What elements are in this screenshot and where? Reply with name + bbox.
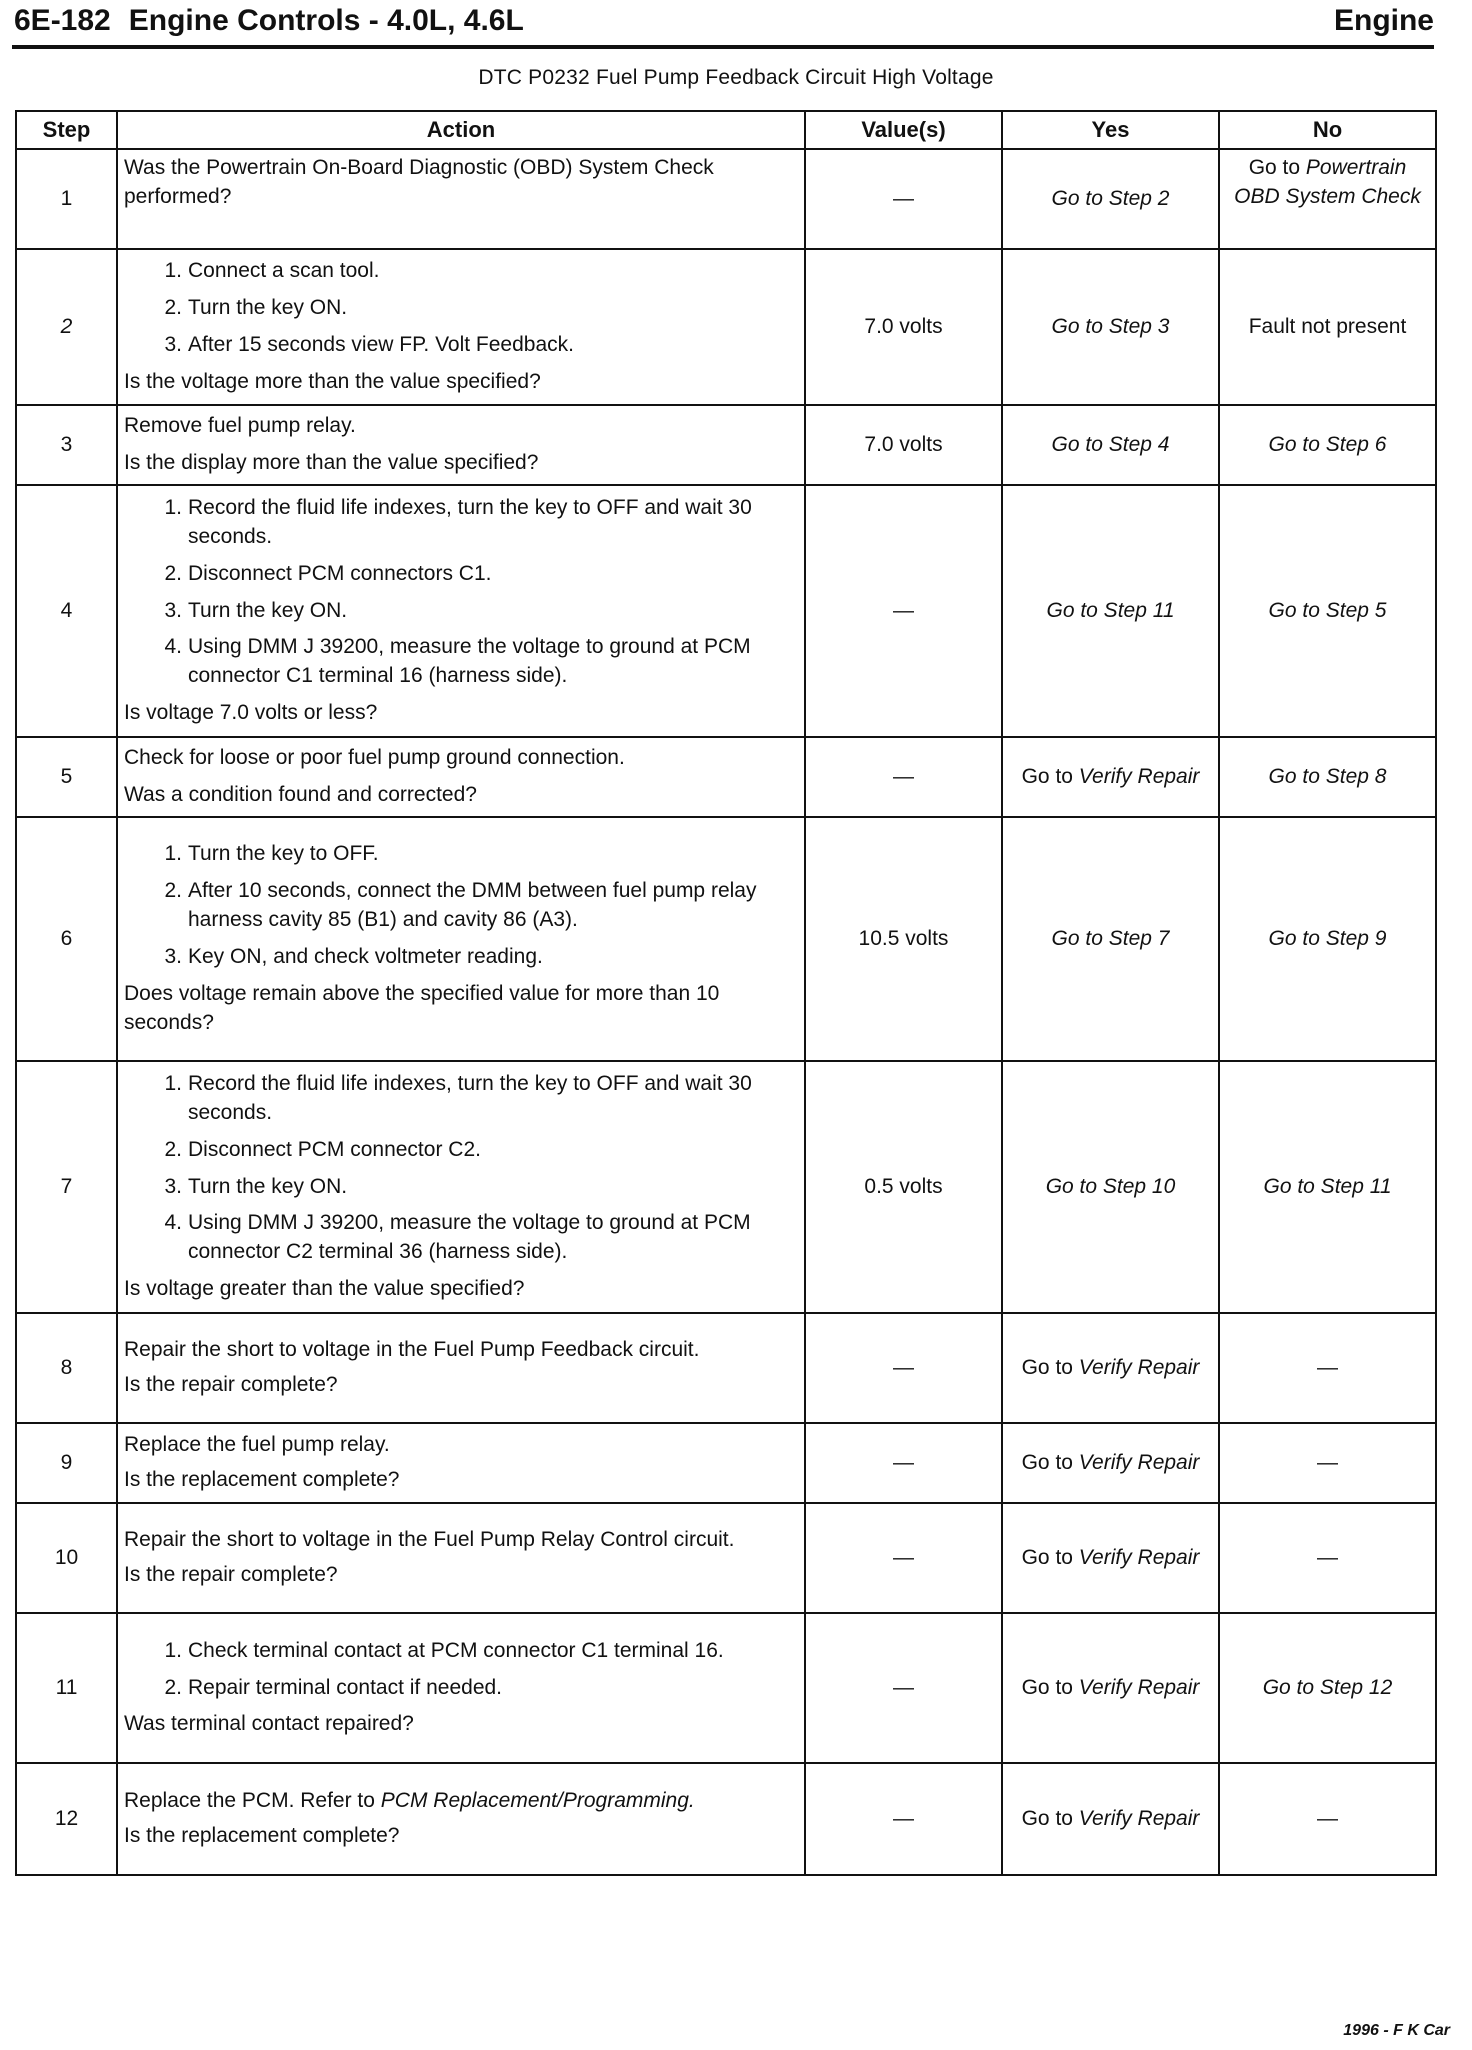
action-text-reference: PCM Replacement/Programming.	[380, 1789, 695, 1813]
action-question: Is the display more than the value specified?	[124, 451, 539, 474]
action-step: 2. After 10 seconds, connect the DMM between fuel pump relay harness cavity 85 (B1) and cavity 86 (A3).	[164, 879, 757, 932]
yes-prefix: Go to	[1021, 1355, 1079, 1379]
action-question: Is voltage 7.0 volts or less?	[124, 701, 378, 725]
value-cell: —	[805, 1503, 1002, 1613]
table-row	[16, 405, 1436, 485]
table-row	[16, 737, 1436, 817]
table-row	[16, 1061, 1436, 1313]
action-steps	[124, 494, 798, 692]
yes-prefix: Go to	[1021, 1675, 1079, 1699]
no-cell: —	[1219, 1503, 1436, 1613]
action-step: 2. Turn the key ON.	[164, 296, 348, 320]
step-number: 8	[16, 1313, 117, 1423]
step-number: 12	[16, 1763, 117, 1875]
action-question: Is the replacement complete?	[124, 1824, 400, 1847]
page-header	[14, 4, 1434, 44]
value-cell: —	[805, 1763, 1002, 1875]
action-step: 3. Turn the key ON.	[164, 1174, 348, 1198]
action-step: 2. Disconnect PCM connector C2.	[164, 1137, 481, 1161]
action-cell	[117, 1061, 805, 1313]
action-text: Remove fuel pump relay.	[124, 414, 356, 438]
no-cell: Go to Step 12	[1219, 1613, 1436, 1763]
step-number: 7	[16, 1061, 117, 1313]
action-step: 4. Using DMM J 39200, measure the voltage to ground at PCM connector C1 terminal 16 (harness side).	[164, 635, 751, 688]
yes-prefix: Go to	[1021, 764, 1079, 788]
action-steps	[124, 840, 798, 972]
action-cell	[117, 485, 805, 737]
action-cell	[117, 1613, 805, 1763]
section-label: Engine	[1333, 4, 1434, 37]
value-cell: 7.0 volts	[805, 405, 1002, 485]
value-cell: —	[805, 149, 1002, 249]
action-step: 4. Using DMM J 39200, measure the voltage to ground at PCM connector C2 terminal 36 (harness side).	[164, 1211, 751, 1264]
step-number: 10	[16, 1503, 117, 1613]
yes-reference: Verify Repair	[1078, 1806, 1200, 1830]
table-row	[16, 249, 1436, 405]
no-reference: Powertrain OBD System Check	[1234, 156, 1421, 208]
step-number: 1	[16, 149, 117, 249]
yes-reference: Verify Repair	[1078, 1450, 1200, 1474]
table-row	[16, 1613, 1436, 1763]
yes-prefix: Go to	[1021, 1450, 1079, 1474]
column-header-yes: Yes	[1002, 111, 1219, 149]
no-cell: —	[1219, 1313, 1436, 1423]
table-header-row	[16, 111, 1436, 149]
action-step: 3. Key ON, and check voltmeter reading.	[164, 945, 543, 968]
yes-cell	[1002, 1763, 1219, 1875]
column-header-no: No	[1219, 111, 1436, 149]
action-cell	[117, 737, 805, 817]
yes-prefix: Go to	[1021, 1545, 1079, 1569]
action-cell	[117, 1313, 805, 1423]
yes-cell: Go to Step 10	[1002, 1061, 1219, 1313]
action-cell	[117, 405, 805, 485]
header-rule	[12, 45, 1434, 49]
no-cell: Go to Step 5	[1219, 485, 1436, 737]
no-cell: Go to Step 9	[1219, 817, 1436, 1061]
value-cell: —	[805, 1423, 1002, 1503]
action-cell	[117, 1423, 805, 1503]
action-text	[124, 1787, 798, 1816]
no-cell	[1219, 149, 1436, 249]
yes-cell	[1002, 737, 1219, 817]
page-number: 6E-182	[14, 4, 111, 37]
table-row	[16, 817, 1436, 1061]
yes-reference: Verify Repair	[1078, 1545, 1200, 1569]
no-cell: —	[1219, 1423, 1436, 1503]
action-text: Repair the short to voltage in the Fuel Pump Feedback circuit.	[124, 1338, 700, 1362]
action-text: Check for loose or poor fuel pump ground connection.	[124, 746, 625, 770]
value-cell: 0.5 volts	[805, 1061, 1002, 1313]
yes-reference: Verify Repair	[1078, 1675, 1200, 1699]
action-step: 2. Disconnect PCM connectors C1.	[164, 561, 492, 585]
yes-cell	[1002, 1423, 1219, 1503]
value-cell: —	[805, 737, 1002, 817]
yes-cell: Go to Step 2	[1002, 149, 1219, 249]
step-number: 6	[16, 817, 117, 1061]
column-header-action: Action	[117, 111, 805, 149]
yes-reference: Verify Repair	[1078, 764, 1200, 788]
value-cell: —	[805, 1613, 1002, 1763]
action-cell	[117, 249, 805, 405]
action-steps	[124, 257, 798, 360]
action-steps	[124, 1637, 798, 1703]
action-step: 1. Turn the key to OFF.	[164, 842, 379, 866]
step-number: 9	[16, 1423, 117, 1503]
action-question: Was terminal contact repaired?	[124, 1712, 414, 1736]
header-title-group	[14, 4, 524, 38]
table-row	[16, 1423, 1436, 1503]
step-number: 2	[16, 249, 117, 405]
yes-cell: Go to Step 3	[1002, 249, 1219, 405]
step-number: 11	[16, 1613, 117, 1763]
action-question: Is voltage greater than the value specified?	[124, 1277, 525, 1301]
table-row	[16, 485, 1436, 737]
column-header-step: Step	[16, 111, 117, 149]
action-step: 1. Check terminal contact at PCM connector C1 terminal 16.	[164, 1638, 724, 1662]
no-cell: Fault not present	[1219, 249, 1436, 405]
value-cell: 7.0 volts	[805, 249, 1002, 405]
action-cell	[117, 1763, 805, 1875]
action-text: Repair the short to voltage in the Fuel Pump Relay Control circuit.	[124, 1528, 735, 1552]
yes-cell: Go to Step 7	[1002, 817, 1219, 1061]
action-cell	[117, 817, 805, 1061]
action-text: Was the Powertrain On-Board Diagnostic (OBD) System Check performed?	[124, 156, 714, 208]
no-cell: Go to Step 11	[1219, 1061, 1436, 1313]
action-text: Replace the fuel pump relay.	[124, 1433, 390, 1457]
table-row	[16, 1763, 1436, 1875]
step-number: 5	[16, 737, 117, 817]
yes-cell: Go to Step 11	[1002, 485, 1219, 737]
table-caption: DTC P0232 Fuel Pump Feedback Circuit High Voltage	[478, 66, 994, 89]
value-cell: —	[805, 485, 1002, 737]
page-footer: 1996 - F K Car	[1343, 2022, 1450, 2039]
action-question: Does voltage remain above the specified value for more than 10 seconds?	[124, 981, 720, 1034]
step-number: 3	[16, 405, 117, 485]
yes-cell	[1002, 1613, 1219, 1763]
yes-cell	[1002, 1313, 1219, 1423]
action-step: 1. Connect a scan tool.	[164, 259, 380, 283]
table-row	[16, 149, 1436, 249]
yes-cell	[1002, 1503, 1219, 1613]
action-step: 2. Repair terminal contact if needed.	[164, 1675, 503, 1699]
yes-cell: Go to Step 4	[1002, 405, 1219, 485]
table-row	[16, 1503, 1436, 1613]
value-cell: —	[805, 1313, 1002, 1423]
action-steps	[124, 1070, 798, 1268]
no-cell: Go to Step 6	[1219, 405, 1436, 485]
no-cell: —	[1219, 1763, 1436, 1875]
action-question: Was a condition found and corrected?	[124, 783, 477, 806]
diagnostic-table	[15, 110, 1437, 1876]
column-header-values: Value(s)	[805, 111, 1002, 149]
value-cell: 10.5 volts	[805, 817, 1002, 1061]
action-step: 3. After 15 seconds view FP. Volt Feedback.	[164, 333, 574, 356]
action-question: Is the repair complete?	[124, 1563, 338, 1586]
yes-prefix: Go to	[1021, 1806, 1079, 1830]
action-step: 3. Turn the key ON.	[164, 598, 348, 622]
action-question: Is the repair complete?	[124, 1373, 338, 1396]
no-cell: Go to Step 8	[1219, 737, 1436, 817]
action-question: Is the voltage more than the value specified?	[124, 369, 541, 393]
step-number: 4	[16, 485, 117, 737]
page-title: Engine Controls - 4.0L, 4.6L	[128, 4, 524, 37]
action-text-prefix: Replace the PCM. Refer to	[124, 1789, 381, 1813]
action-cell	[117, 1503, 805, 1613]
table-row	[16, 1313, 1436, 1423]
action-step: 1. Record the fluid life indexes, turn the key to OFF and wait 30 seconds.	[164, 1071, 752, 1124]
yes-reference: Verify Repair	[1078, 1355, 1200, 1379]
no-prefix: Go to	[1248, 156, 1306, 179]
action-question: Is the replacement complete?	[124, 1468, 400, 1491]
action-cell	[117, 149, 805, 249]
action-step: 1. Record the fluid life indexes, turn the key to OFF and wait 30 seconds.	[164, 495, 752, 548]
